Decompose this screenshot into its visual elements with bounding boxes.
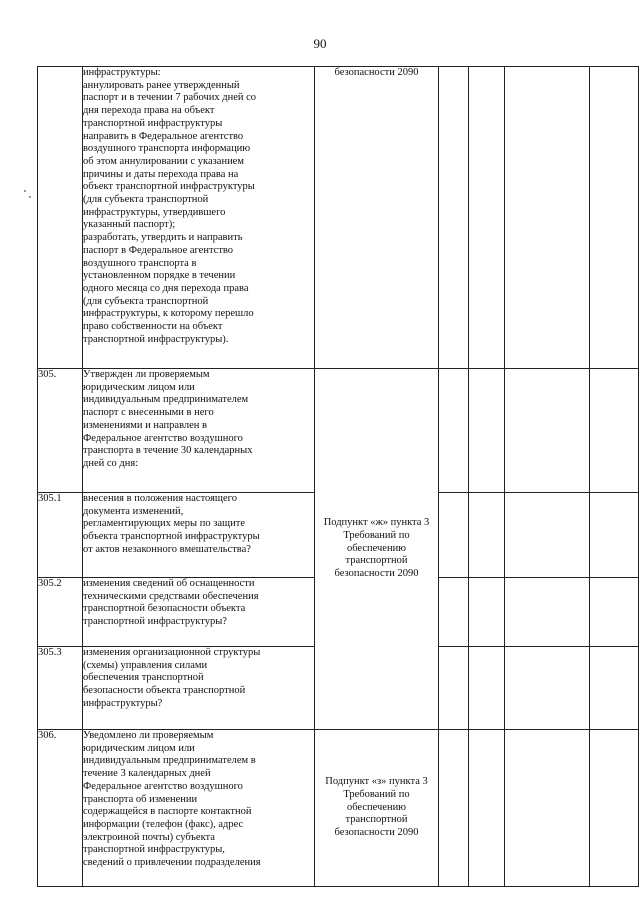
- text-line: объект транспортной инфраструктуры: [83, 181, 255, 193]
- text-line: инфраструктуры, к которому перешло: [83, 308, 254, 320]
- text-line: воздушного транспорта информацию: [83, 143, 251, 155]
- text-line: причины и даты перехода права на: [83, 168, 239, 180]
- text-line: безопасности 2090: [334, 827, 419, 839]
- text-line: транспортной: [345, 814, 408, 826]
- no-check-cell[interactable]: [469, 67, 505, 369]
- yes-check-cell[interactable]: [439, 647, 469, 730]
- text-line: Подпункт «ж» пункта 3: [323, 517, 430, 529]
- requirement-reference: [315, 369, 439, 730]
- table-row: [38, 730, 639, 887]
- item-text: [83, 369, 315, 493]
- text-line: аннулировать ранее утвержденный: [83, 79, 240, 91]
- yes-check-cell[interactable]: [439, 578, 469, 647]
- text-line: направить в Федеральное агентство: [83, 130, 244, 142]
- text-line: об этом аннулировании с указанием: [83, 155, 244, 167]
- requirement-reference: [315, 67, 439, 369]
- text-line: паспорт и в течении 7 рабочих дней со: [83, 92, 257, 104]
- no-check-cell[interactable]: [469, 493, 505, 578]
- text-line: индивидуальным предпринимателем: [83, 394, 249, 406]
- text-line: юридическим лицом или: [83, 742, 195, 754]
- item-text: [83, 493, 315, 578]
- text-line: (для субъекта транспортной: [83, 194, 209, 206]
- text-line: обеспечению: [346, 801, 407, 813]
- yes-check-cell[interactable]: [439, 730, 469, 887]
- text-line: транспортной: [345, 555, 408, 567]
- note-cell[interactable]: [590, 647, 639, 730]
- text-line: инфраструктуры, утвердившего: [83, 206, 226, 218]
- text-line: одного месяца со дня перехода права: [83, 282, 249, 294]
- text-line: установленном порядке в течении: [83, 270, 236, 282]
- text-line: дней со дня:: [83, 457, 139, 469]
- note-cell[interactable]: [590, 67, 639, 369]
- text-line: дня перехода права на объект: [83, 105, 215, 117]
- text-line: Требований по: [343, 788, 410, 800]
- not-applicable-cell[interactable]: [505, 578, 590, 647]
- not-applicable-cell[interactable]: [505, 730, 590, 887]
- table-row: [38, 67, 639, 369]
- table-row: [38, 369, 639, 493]
- text-line: Подпункт «з» пункта 3: [325, 776, 428, 788]
- note-cell[interactable]: [590, 493, 639, 578]
- not-applicable-cell[interactable]: [505, 369, 590, 493]
- item-text: [83, 578, 315, 647]
- no-check-cell[interactable]: [469, 369, 505, 493]
- text-line: безопасности объекта транспортной: [83, 685, 246, 697]
- note-cell[interactable]: [590, 730, 639, 887]
- text-line: информации (телефон (факс), адрес: [83, 818, 244, 830]
- text-line: Утвержден ли проверяемым: [83, 369, 210, 380]
- text-line: техническими средствами обеспечения: [83, 590, 259, 602]
- text-line: паспорт с внесенными в него: [83, 407, 214, 419]
- not-applicable-cell[interactable]: [505, 67, 590, 369]
- text-line: содержащейся в паспорте контактной: [83, 806, 252, 818]
- text-line: документа изменений,: [83, 505, 184, 517]
- text-line: разработать, утвердить и направить: [83, 232, 243, 244]
- text-line: безопасности 2090: [334, 568, 419, 580]
- item-text: [83, 647, 315, 730]
- item-number: 305.2: [38, 578, 83, 647]
- note-cell[interactable]: [590, 369, 639, 493]
- yes-check-cell[interactable]: [439, 67, 469, 369]
- text-line: транспортной инфраструктуры).: [83, 333, 229, 345]
- text-line: объекта транспортной инфраструктуры: [83, 531, 260, 543]
- text-line: юридическим лицом или: [83, 381, 195, 393]
- no-check-cell[interactable]: [469, 647, 505, 730]
- scan-speck: [24, 190, 26, 192]
- text-line: изменения сведений об оснащенности: [83, 578, 255, 589]
- text-line: паспорт в Федеральное агентство: [83, 244, 234, 256]
- text-line: индивидуальным предпринимателем в: [83, 755, 256, 767]
- text-line: транспортной инфраструктуры: [83, 117, 223, 129]
- text-line: транспортной инфраструктуры,: [83, 844, 225, 856]
- text-line: указанный паспорт);: [83, 219, 176, 231]
- yes-check-cell[interactable]: [439, 493, 469, 578]
- text-line: электроиной почты) субъекта: [83, 831, 215, 843]
- text-line: инфраструктуры:: [83, 67, 161, 78]
- text-line: сведений о привлечении подразделения: [83, 857, 261, 869]
- requirements-table: [37, 66, 639, 887]
- not-applicable-cell[interactable]: [505, 647, 590, 730]
- page-number: 90: [313, 36, 327, 51]
- text-line: воздушного транспорта в: [83, 257, 197, 269]
- item-text: [83, 730, 315, 887]
- text-line: Уведомлено ли проверяемым: [83, 730, 214, 741]
- text-line: Федеральное агентство воздушного: [83, 780, 243, 792]
- item-number: 305.1: [38, 493, 83, 578]
- text-line: транспортной инфраструктуры?: [83, 616, 227, 628]
- item-number: 306.: [38, 730, 83, 887]
- text-line: изменения организационной структуры: [83, 647, 261, 658]
- scan-speck: [29, 196, 31, 198]
- text-line: обеспечения транспортной: [83, 672, 204, 684]
- item-number: 305.3: [38, 647, 83, 730]
- item-text: [83, 67, 315, 369]
- text-line: безопасности 2090: [334, 67, 419, 78]
- text-line: транспорта об изменении: [83, 793, 198, 805]
- text-line: (для субъекта транспортной: [83, 295, 209, 307]
- text-line: от актов незаконного вмешательства?: [83, 543, 251, 555]
- not-applicable-cell[interactable]: [505, 493, 590, 578]
- note-cell[interactable]: [590, 578, 639, 647]
- item-number: 305.: [38, 369, 83, 493]
- text-line: регламентирующих меры по защите: [83, 518, 245, 530]
- no-check-cell[interactable]: [469, 578, 505, 647]
- text-line: Требований по: [343, 529, 410, 541]
- text-line: (схемы) управления силами: [83, 659, 208, 671]
- text-line: обеспечению: [346, 542, 407, 554]
- no-check-cell[interactable]: [469, 730, 505, 887]
- text-line: инфраструктуры?: [83, 697, 163, 709]
- text-line: Федеральное агентство воздушного: [83, 432, 243, 444]
- text-line: течение 3 календарных дней: [83, 768, 211, 780]
- item-number: [38, 67, 83, 369]
- yes-check-cell[interactable]: [439, 369, 469, 493]
- text-line: изменениями и направлен в: [83, 419, 207, 431]
- text-line: транспорта в течение 30 календарных: [83, 445, 253, 457]
- text-line: транспортной безопасности объекта: [83, 603, 246, 615]
- requirement-reference: [315, 730, 439, 887]
- text-line: внесения в положения настоящего: [83, 493, 237, 504]
- text-line: право собственности на объект: [83, 321, 223, 333]
